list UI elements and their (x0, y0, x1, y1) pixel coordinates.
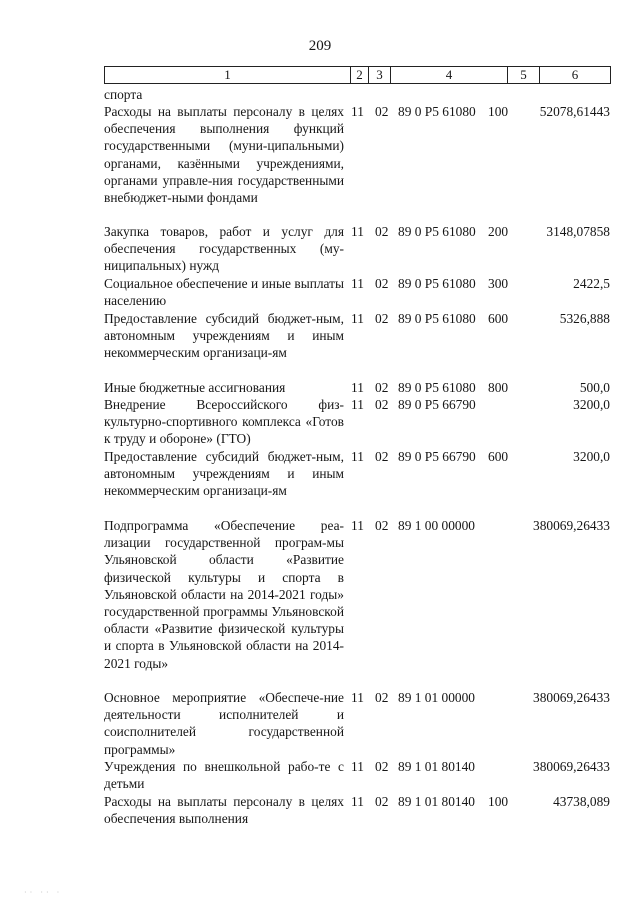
header-col-1: 1 (105, 67, 351, 83)
row-section-code: 11 (351, 449, 364, 464)
row-amount: 43738,089 (553, 794, 610, 809)
table-row (0, 310, 640, 379)
row-subsection-code: 02 (375, 380, 389, 395)
row-expense-type: 100 (488, 104, 509, 119)
scan-artifact: ·· ·· · (24, 888, 63, 897)
row-amount: 3200,0 (573, 397, 610, 412)
row-subsection-code: 02 (375, 759, 389, 774)
row-section-code: 11 (351, 759, 364, 774)
header-col-5: 5 (508, 67, 540, 83)
row-description: Закупка товаров, работ и услуг для обеспечения государственных (му-ниципальных) нужд (104, 224, 344, 274)
row-target-article: 89 0 P5 61080 (398, 224, 476, 239)
row-expense-type: 300 (488, 276, 509, 291)
row-target-article: 89 1 01 80140 (398, 794, 475, 809)
row-target-article: 89 1 01 80140 (398, 759, 475, 774)
row-target-article: 89 1 01 00000 (398, 690, 475, 705)
row-section-code: 11 (351, 104, 364, 119)
header-col-6: 6 (571, 67, 579, 82)
row-expense-type: 200 (488, 224, 509, 239)
row-description: Учреждения по внешкольной рабо-те с детьми (104, 759, 344, 792)
row-target-article: 89 1 00 00000 (398, 518, 475, 533)
row-description: Расходы на выплаты персоналу в целях обеспечения выполнения (104, 794, 344, 827)
row-section-code: 11 (351, 224, 364, 239)
row-target-article: 89 0 P5 66790 (398, 397, 476, 412)
row-subsection-code: 02 (375, 224, 389, 239)
row-subsection-code: 02 (375, 690, 389, 705)
row-amount: 380069,26433 (533, 759, 610, 774)
table-row (0, 758, 640, 793)
row-section-code: 11 (351, 311, 364, 326)
row-description: Социальное обеспечение и иные выплаты населению (104, 276, 344, 309)
row-amount: 3200,0 (573, 449, 610, 464)
row-expense-type: 600 (488, 311, 509, 326)
row-subsection-code: 02 (375, 794, 389, 809)
row-description: Основное мероприятие «Обеспече-ние деятельности исполнителей и соисполнителей государственной программы» (104, 690, 344, 757)
table-row (0, 396, 640, 448)
budget-table-body (0, 86, 640, 828)
table-row (0, 448, 640, 517)
table-row (0, 793, 640, 828)
row-section-code: 11 (351, 380, 364, 395)
row-description: Иные бюджетные ассигнования (104, 380, 286, 395)
row-amount: 3148,07858 (546, 224, 610, 239)
row-target-article: 89 0 P5 61080 (398, 380, 476, 395)
page-number: 209 (308, 38, 332, 54)
table-row (0, 86, 640, 103)
table-row (0, 689, 640, 758)
row-section-code: 11 (351, 690, 364, 705)
row-description: Предоставление субсидий бюджет-ным, автономным учреждениям и иным некоммерческим организаци-ям (104, 311, 344, 361)
row-amount: 500,0 (579, 380, 610, 395)
row-description: Расходы на выплаты персоналу в целях обеспечения выполнения функций государственными (муни-ципальными) органами, казёнными учреждениями, органами управле-ния государственными внебюджет-ными фондами (104, 104, 344, 206)
row-target-article: 89 0 P5 61080 (398, 276, 476, 291)
row-amount: 380069,26433 (533, 690, 610, 705)
row-target-article: 89 0 P5 66790 (398, 449, 476, 464)
row-subsection-code: 02 (375, 311, 389, 326)
row-subsection-code: 02 (375, 397, 389, 412)
row-description: Предоставление субсидий бюджет-ным, автономным учреждениям и иным некоммерческим организаци-ям (104, 449, 344, 499)
row-amount: 5326,888 (559, 311, 610, 326)
row-target-article: 89 0 P5 61080 (398, 104, 476, 119)
row-amount: 380069,26433 (533, 518, 610, 533)
row-section-code: 11 (351, 397, 364, 412)
row-description: Подпрограмма «Обеспечение реа-лизации государственной програм-мы Ульяновской области «Развитие физической культуры и спорта в Ульяновской области на 2014-2021 годы» государственной программы Ульяновской области «Развитие физической культуры и спорта в Ульяновской области на 2014-2021 годы» (104, 518, 344, 671)
table-header (104, 66, 611, 84)
header-col-4: 4 (391, 67, 508, 83)
row-subsection-code: 02 (375, 518, 389, 533)
row-expense-type: 800 (488, 380, 509, 395)
row-subsection-code: 02 (375, 449, 389, 464)
table-row (0, 379, 640, 396)
row-section-code: 11 (351, 518, 364, 533)
table-row (0, 223, 640, 275)
row-subsection-code: 02 (375, 104, 389, 119)
table-row (0, 517, 640, 689)
header-col-2: 2 (351, 67, 369, 83)
table-row (0, 103, 640, 223)
row-section-code: 11 (351, 276, 364, 291)
row-target-article: 89 0 P5 61080 (398, 311, 476, 326)
row-expense-type: 600 (488, 449, 509, 464)
row-section-code: 11 (351, 794, 364, 809)
row-amount: 52078,61443 (539, 104, 610, 119)
row-description: спорта (104, 87, 143, 102)
row-description: Внедрение Всероссийского физ-культурно-спортивного комплекса «Готов к труду и обороне» (ГТО) (104, 397, 344, 447)
header-col-3: 3 (369, 67, 391, 83)
row-subsection-code: 02 (375, 276, 389, 291)
table-row (0, 275, 640, 310)
row-expense-type: 100 (488, 794, 509, 809)
row-amount: 2422,5 (573, 276, 610, 291)
